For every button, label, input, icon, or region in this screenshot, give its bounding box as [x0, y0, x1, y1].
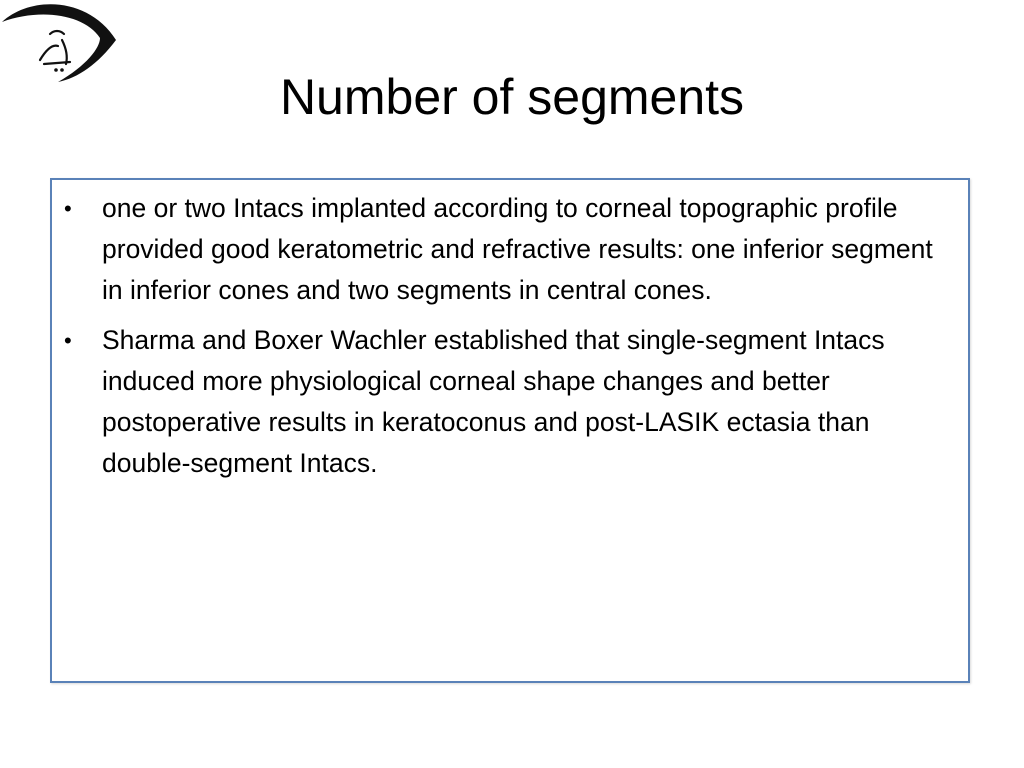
bullet-list [52, 180, 968, 484]
bullet-icon: • [64, 196, 72, 221]
bullet-text: Sharma and Boxer Wachler established that single-segment Intacs induced more physiological corneal shape changes and better postoperative results in keratoconus and post-LASIK ectasia than double-segment Intacs. [102, 325, 885, 478]
bullet-item [52, 188, 956, 311]
bullet-item [52, 320, 956, 484]
content-box [50, 178, 970, 683]
bullet-text: one or two Intacs implanted according to corneal topographic profile provided good keratometric and refractive results: one inferior segment in inferior cones and two segments in central cones. [102, 193, 933, 305]
slide-title: Number of segments [279, 69, 745, 125]
bullet-icon: • [64, 328, 72, 353]
